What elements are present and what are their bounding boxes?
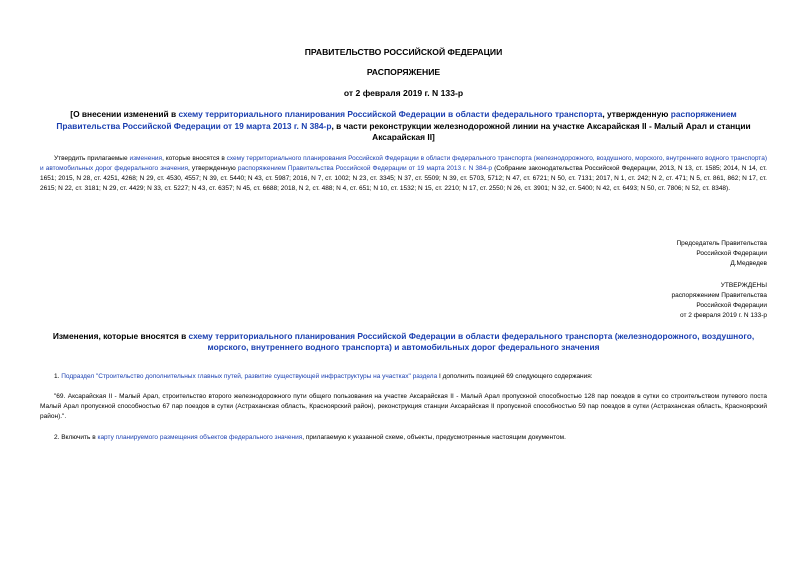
item-69: "69. Аксарайская II - Малый Арал, строительство второго железнодорожного пути общего пользования на участке Аксарайская II - Малый Арал пропускной способностью 128 пар поездов в сутки со строительством путевого поста Малый Арал пропускной способностью 67 пар поездов в сутки (Астраханская область, Красноярский район), реконструкция станции Аксарайская II пропускной способностью 59 пар поездов в сутки (Астраханская область, Красноярский район).".: [40, 393, 767, 420]
government-heading: ПРАВИТЕЛЬСТВО РОССИЙСКОЙ ФЕДЕРАЦИИ: [304, 47, 503, 57]
title-text-2: , утвержденную: [602, 109, 671, 119]
approval-line-3: Российской Федерации: [696, 302, 767, 309]
signature-block: [676, 239, 767, 269]
subsection-link[interactable]: Подраздел "Строительство дополнительных главных путей, развитие существующей инфраструктуры на участках" раздела: [61, 373, 438, 380]
title-text-3: , в части реконструкции железнодорожной линии на участке Аксарайская II - Малый Арал и станции Аксарайская II]: [331, 120, 751, 142]
map-link[interactable]: карту планируемого размещения объектов федерального значения: [97, 434, 303, 441]
item-2: [40, 433, 767, 443]
scheme-link[interactable]: схему территориального планирования Российской Федерации в области федерального транспорта (железнодорожного, воздушного, морского, внутреннего водного транспорта) и автомобильных дорог федерального значения: [40, 155, 767, 172]
paragraph-text-2: , которые вносятся в: [162, 155, 227, 162]
paragraph-text-3: , утвержденную: [187, 165, 238, 172]
changes-title: [50, 331, 757, 353]
item-1-text: I дополнить позицией 69 следующего содержания:: [437, 373, 593, 380]
item-1-number: 1.: [54, 373, 62, 380]
signature-name: Д.Медведев: [730, 260, 767, 267]
document-type-heading: РАСПОРЯЖЕНИЕ: [366, 67, 441, 77]
item-2-text-1: 2. Включить в: [54, 434, 98, 441]
paragraph-text-1: Утвердить прилагаемые: [54, 155, 130, 162]
order-link[interactable]: распоряжением Правительства Российской Федерации от 19 марта 2013 г. N 384-р: [237, 165, 493, 172]
approval-heading: УТВЕРЖДЕНЫ: [720, 282, 767, 289]
title-text-1: [О внесении изменений в: [70, 109, 179, 119]
signature-country: Российской Федерации: [696, 250, 767, 257]
approval-block: [672, 281, 767, 321]
signature-position: Председатель Правительства: [676, 240, 767, 247]
changes-title-text: Изменения, которые вносятся в: [52, 331, 189, 341]
document-title: [40, 109, 767, 144]
paragraph-text-4: (Собрание законодательства Российской Федерации, 2013, N 13, ст. 1585; 2014, N 14, ст. 1651; 2015, N 28, ст. 4251, 4268; N 29, ст. 4530, 4557; N 39, ст. 5440; N 43, ст. 5987; 2016, N 7, ст. 1002; N 23, ст. 3345; N 37, ст. 5509; N 39, ст. 5703, 5712; N 47, ст. 6721; N 50, ст. 7131; 2017, N 1, ст. 242; N 2, ст. 471; N 5, ст. 861, 862; N 17, ст. 2615; N 22, ст. 3181; N 29, ст. 4429; N 33, ст. 5227; N 43, ст. 6357; N 45, ст. 6688; 2018, N 2, ст. 488; N 4, ст. 651; N 10, ст. 1532; N 15, ст. 2210; N 17, ст. 2550; N 26, ст. 3901; N 32, ст. 5400; N 42, ст. 6493; N 50, ст. 7806; N 52, ст. 8348).: [40, 165, 767, 192]
main-paragraph: [40, 154, 767, 194]
title-scheme-link[interactable]: схему территориального планирования Российской Федерации в области федерального транспорта: [178, 109, 603, 119]
title-order-link[interactable]: распоряжением Правительства Российской Федерации от 19 марта 2013 г. N 384-р: [56, 109, 737, 131]
approval-line-2: распоряжением Правительства: [671, 292, 767, 299]
approval-date: от 2 февраля 2019 г. N 133-р: [679, 312, 767, 319]
item-1: [40, 372, 767, 382]
changes-title-scheme-link[interactable]: схему территориального планирования Российской Федерации в области федерального транспорта (железнодорожного, воздушного, морского, внутреннего водного транспорта) и автомобильных дорог федерального значения: [188, 331, 755, 352]
item-2-text-2: , прилагаемую к указанной схеме, объекты, предусмотренные настоящим документом.: [302, 434, 566, 441]
changes-link[interactable]: изменения: [129, 155, 163, 162]
document-date-number: от 2 февраля 2019 г. N 133-р: [343, 88, 464, 98]
